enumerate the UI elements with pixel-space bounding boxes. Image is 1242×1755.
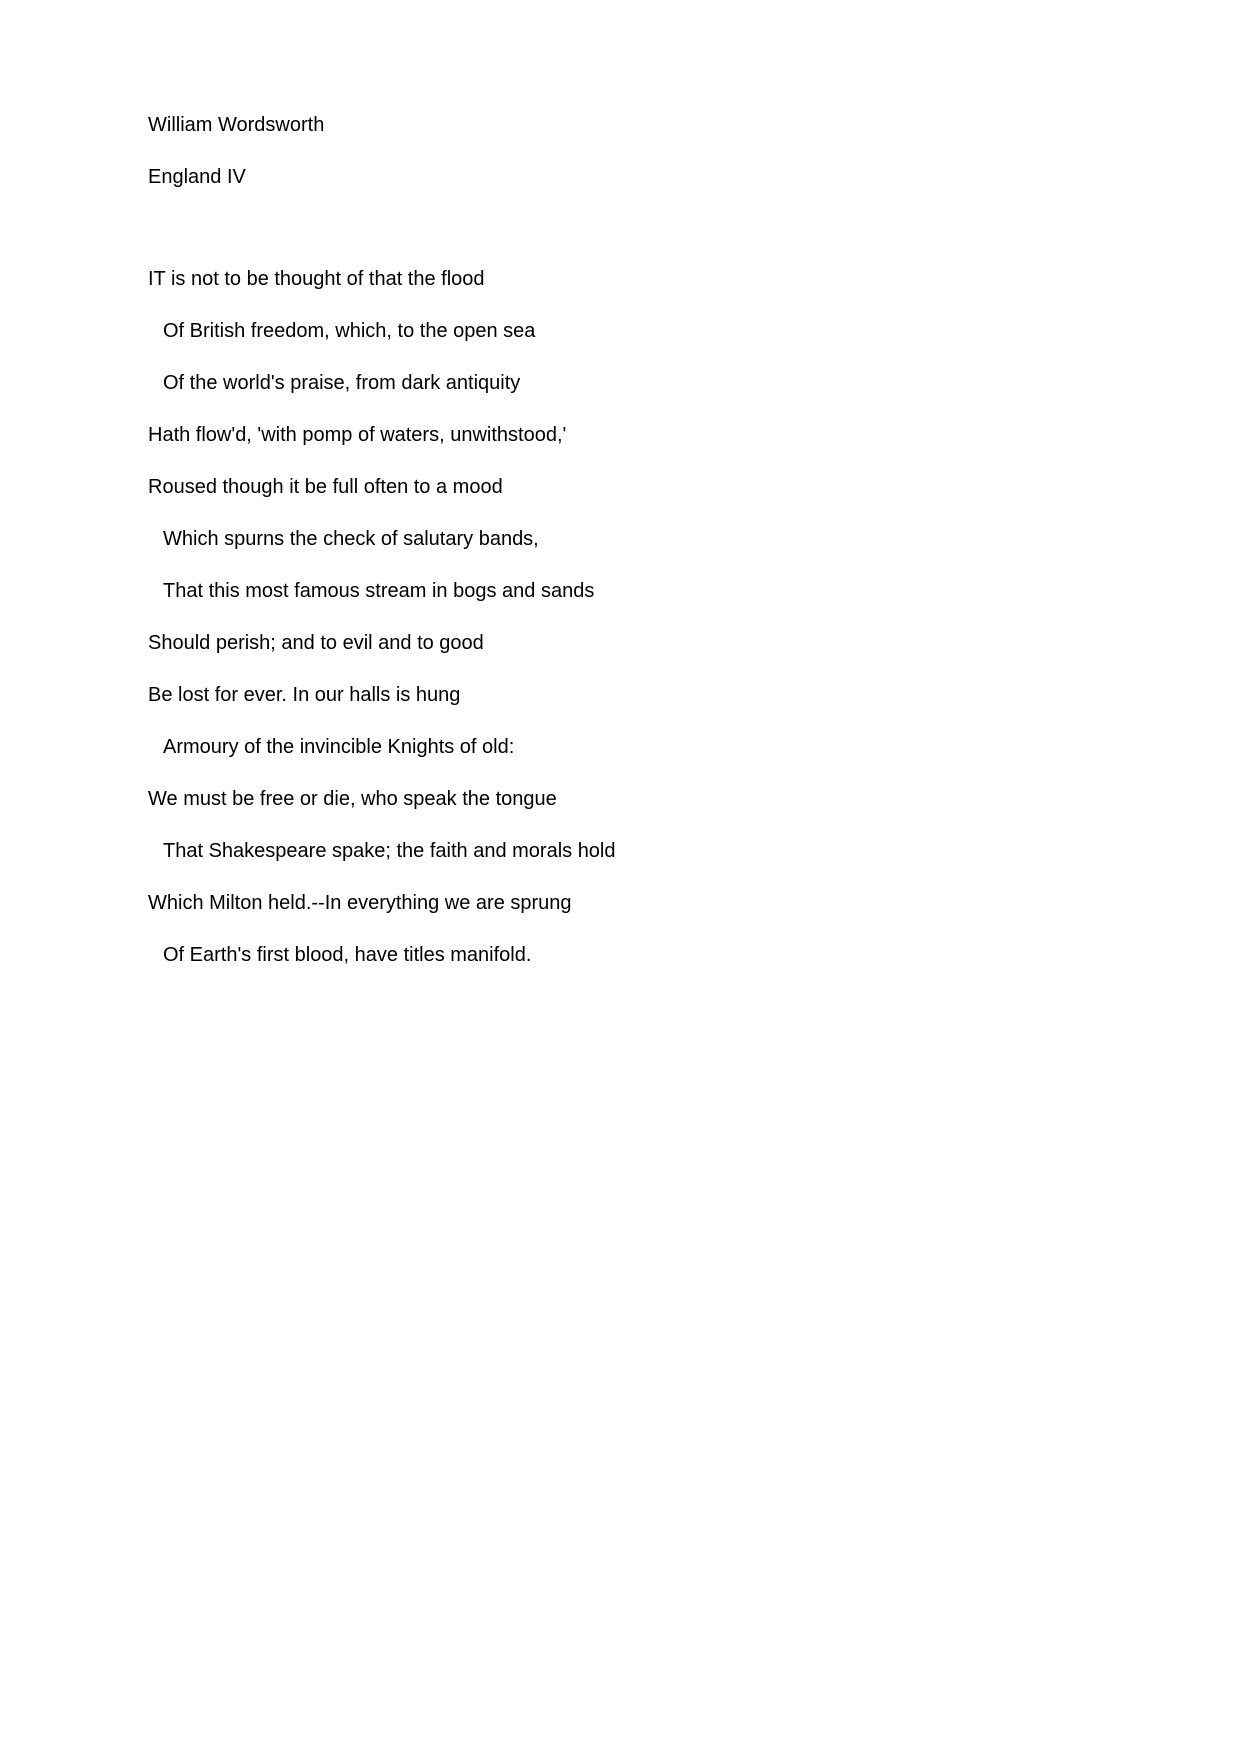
poem-line: That this most famous stream in bogs and sands	[163, 580, 595, 602]
poem-line: Should perish; and to evil and to good	[148, 632, 484, 654]
poem-line: Of Earth's first blood, have titles manifold.	[163, 944, 532, 966]
poem-line: Of the world's praise, from dark antiquity	[163, 372, 521, 394]
poem-line: We must be free or die, who speak the tongue	[148, 788, 557, 810]
poem-line: IT is not to be thought of that the flood	[148, 268, 485, 290]
poem-line: Of British freedom, which, to the open sea	[163, 320, 536, 342]
poem-line: Hath flow'd, 'with pomp of waters, unwithstood,'	[148, 424, 567, 446]
poem-title: England IV	[148, 166, 246, 188]
poem-line: Roused though it be full often to a mood	[148, 476, 503, 498]
poem-line: Which Milton held.--In everything we are sprung	[148, 892, 572, 914]
poem-line: Which spurns the check of salutary bands,	[163, 528, 539, 550]
poem-line: That Shakespeare spake; the faith and morals hold	[163, 840, 616, 862]
author-name: William Wordsworth	[148, 114, 325, 136]
poem-line: Be lost for ever. In our halls is hung	[148, 684, 461, 706]
poem-line: Armoury of the invincible Knights of old:	[163, 736, 515, 758]
